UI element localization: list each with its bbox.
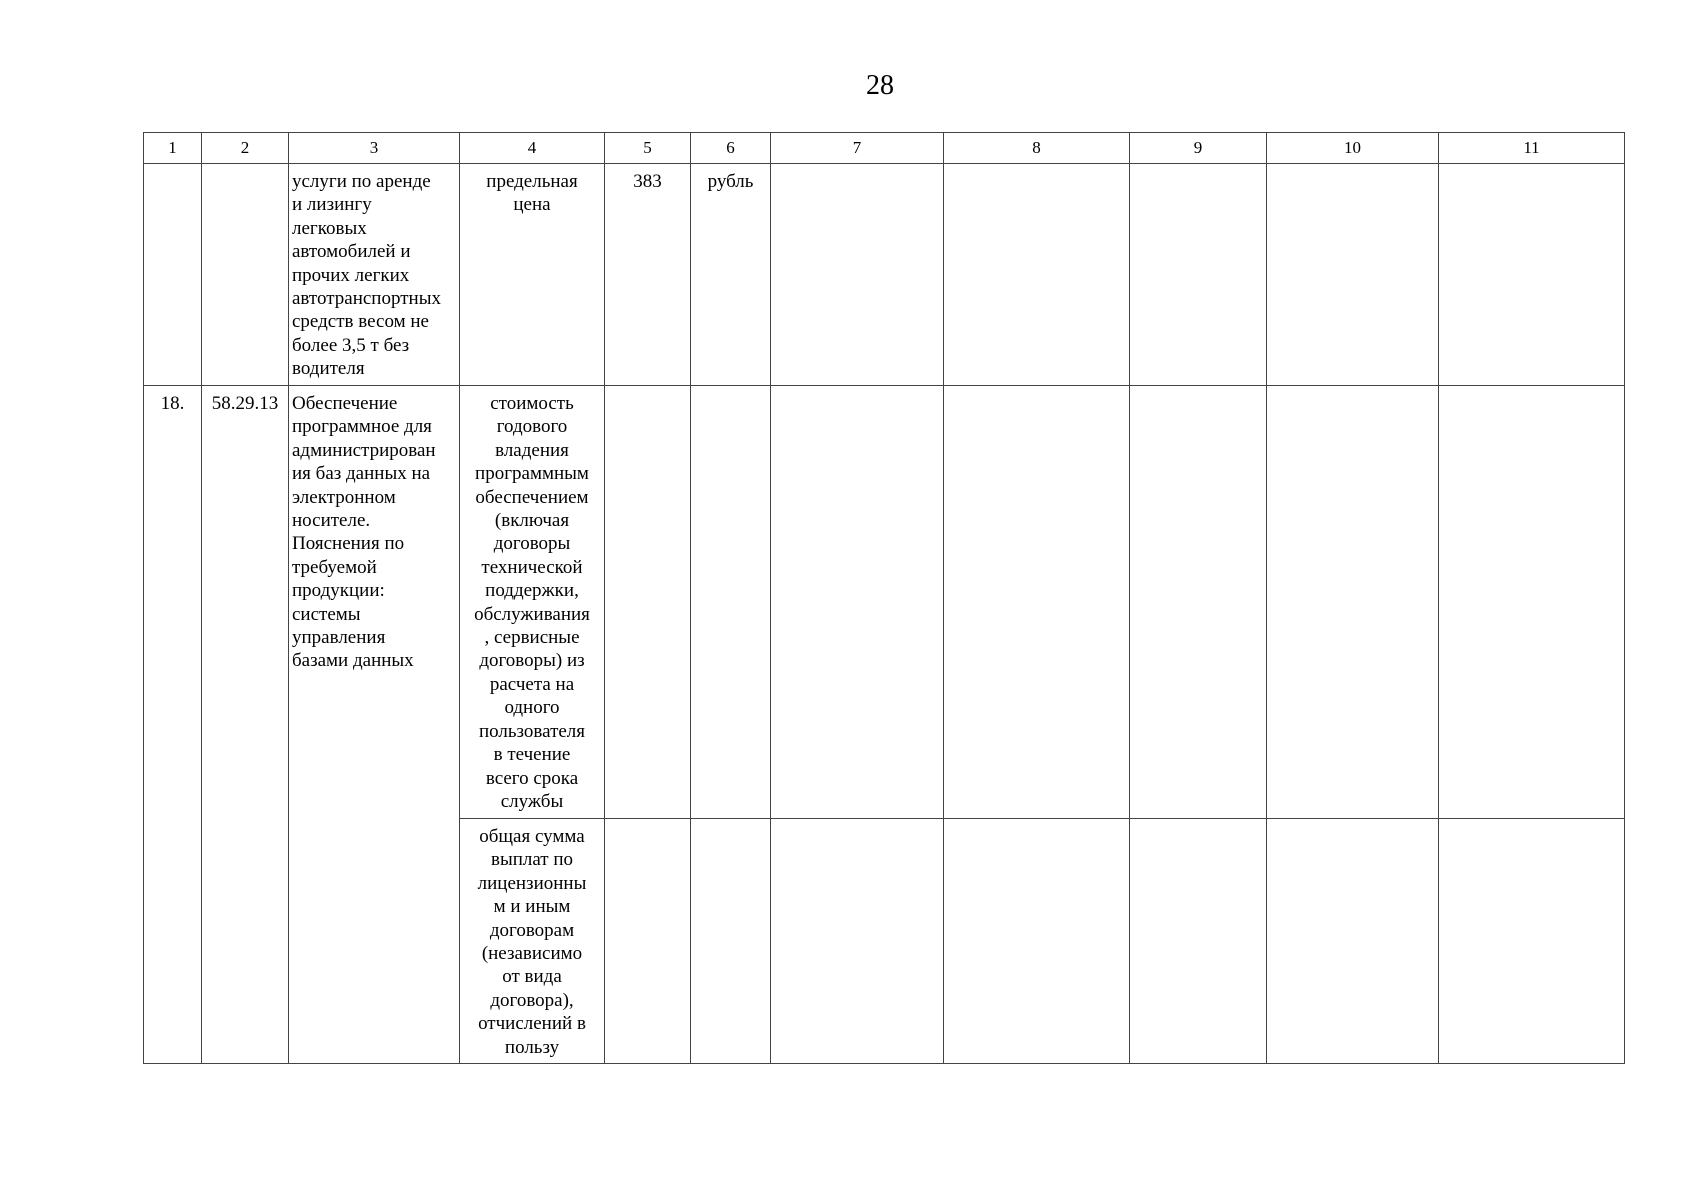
requirements-table (143, 132, 1625, 1064)
characteristic-text: общая сумма выплат по лицензионны м и иным договорам (независимо от вида договора), отчислений в пользу (477, 826, 587, 1058)
description-cell (289, 164, 460, 386)
unit-name-cell: рубль (691, 164, 771, 386)
unit-code-cell: 383 (605, 164, 691, 386)
table-row (144, 386, 1625, 819)
header-cell: 3 (289, 133, 460, 164)
header-row (144, 133, 1625, 164)
row-number-cell (144, 164, 202, 386)
empty-cell (1130, 819, 1267, 1064)
unit-name-cell (691, 386, 771, 819)
characteristic-text: стоимость годового владения программным обеспечением (включая договоры технической поддержки, обслуживания , сервисные договоры) из расчета на одного пользователя в течение всего срока службы (474, 393, 590, 812)
header-cell: 4 (460, 133, 605, 164)
header-cell: 1 (144, 133, 202, 164)
header-cell: 6 (691, 133, 771, 164)
description-text: Обеспечение программное для администрирован ия баз данных на электронном носителе. Пояснения по требуемой продукции: системы управления базами данных (292, 393, 436, 672)
empty-cell (771, 386, 944, 819)
row-number-cell: 18. (144, 386, 202, 1064)
header-cell: 7 (771, 133, 944, 164)
code-cell: 58.29.13 (202, 386, 289, 1064)
unit-code-cell (605, 386, 691, 819)
description-text: услуги по аренде и лизингу легковых автомобилей и прочих легких автотранспортных средств весом не более 3,5 т без водителя (292, 171, 441, 380)
characteristic-cell (460, 386, 605, 819)
empty-cell (944, 386, 1130, 819)
empty-cell (771, 164, 944, 386)
empty-cell (1439, 164, 1625, 386)
description-cell (289, 386, 460, 1064)
empty-cell (1130, 164, 1267, 386)
header-cell: 11 (1439, 133, 1625, 164)
code-cell (202, 164, 289, 386)
characteristic-cell (460, 164, 605, 386)
unit-name-cell (691, 819, 771, 1064)
unit-code-cell (605, 819, 691, 1064)
empty-cell (1267, 819, 1439, 1064)
empty-cell (1439, 386, 1625, 819)
header-cell: 9 (1130, 133, 1267, 164)
page-number: 28 (866, 70, 894, 101)
empty-cell (1267, 386, 1439, 819)
empty-cell (944, 819, 1130, 1064)
empty-cell (1267, 164, 1439, 386)
header-cell: 8 (944, 133, 1130, 164)
table-row (144, 164, 1625, 386)
characteristic-text: предельная цена (486, 171, 578, 216)
empty-cell (771, 819, 944, 1064)
empty-cell (1439, 819, 1625, 1064)
empty-cell (944, 164, 1130, 386)
header-cell: 5 (605, 133, 691, 164)
header-cell: 2 (202, 133, 289, 164)
empty-cell (1130, 386, 1267, 819)
header-cell: 10 (1267, 133, 1439, 164)
characteristic-cell (460, 819, 605, 1064)
